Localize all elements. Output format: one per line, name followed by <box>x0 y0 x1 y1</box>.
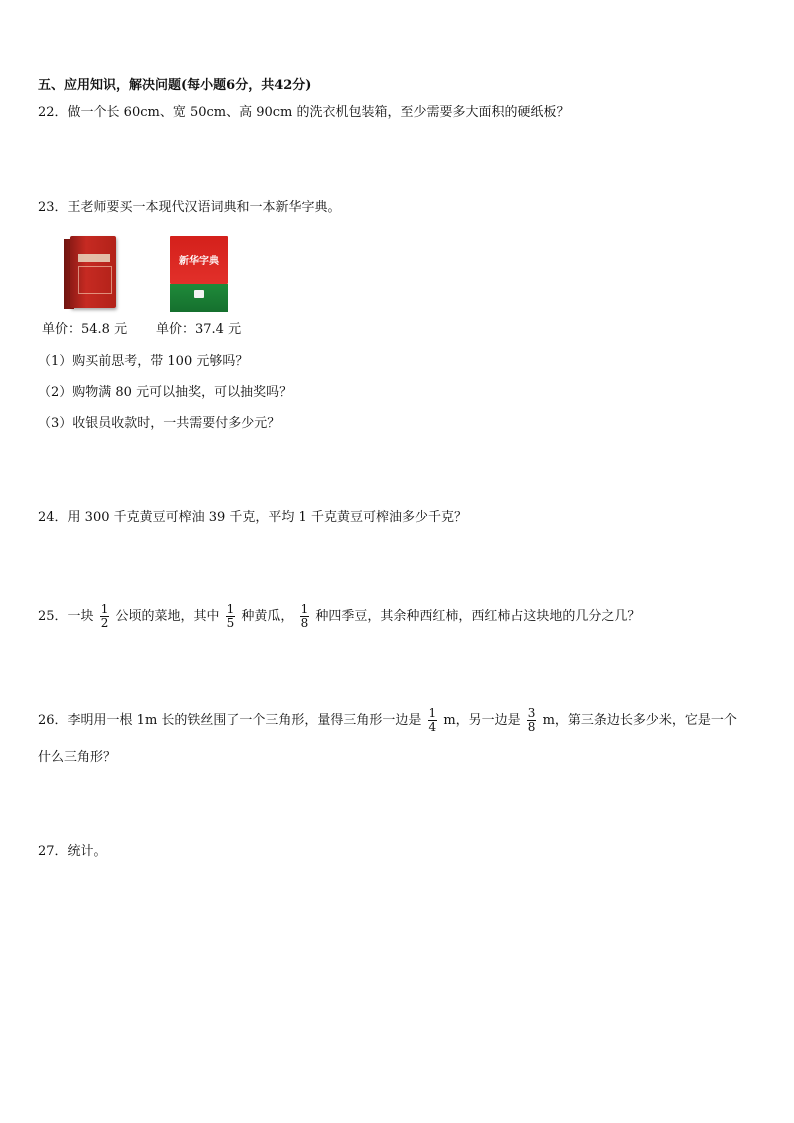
section-title: 五、应用知识，解决问题(每小题6分，共42分) <box>38 78 312 93</box>
question-23-sub-3: （3）收银员收款时，一共需要付多少元？ <box>38 416 281 431</box>
fraction-numerator: 1 <box>100 602 109 616</box>
fraction-denominator: 8 <box>527 720 536 734</box>
q26-text-3: m，第三条边长多少米，它是一个 <box>542 713 737 728</box>
fraction-numerator: 1 <box>300 602 309 616</box>
question-24: 24．用 300 千克黄豆可榨油 39 千克，平均 1 千克黄豆可榨油多少千克？ <box>38 510 467 525</box>
xinhua-dictionary-image <box>170 236 230 314</box>
fraction-one-quarter <box>428 707 438 734</box>
fraction-denominator: 2 <box>100 616 109 630</box>
fraction-one-half <box>100 603 110 630</box>
question-25 <box>38 600 640 634</box>
fraction-denominator: 4 <box>428 720 437 734</box>
question-26-line-2: 什么三角形？ <box>38 750 117 765</box>
question-27: 27．统计。 <box>38 844 107 859</box>
question-23-sub-1: （1）购买前思考，带 100 元够吗？ <box>38 354 249 369</box>
q26-text-1: 26．李明用一根 1m 长的铁丝围了一个三角形，量得三角形一边是 <box>38 713 422 728</box>
fraction-numerator: 3 <box>527 706 536 720</box>
q25-text-2: 公顷的菜地，其中 <box>115 609 220 624</box>
fraction-denominator: 5 <box>226 616 235 630</box>
q25-text-1: 25．一块 <box>38 609 94 624</box>
question-23: 23．王老师要买一本现代汉语词典和一本新华字典。 <box>38 200 341 215</box>
dictionary-image <box>64 236 122 312</box>
fraction-denominator: 8 <box>300 616 309 630</box>
question-26 <box>38 704 737 738</box>
fraction-one-fifth <box>226 603 236 630</box>
fraction-three-eighths <box>527 707 537 734</box>
fraction-numerator: 1 <box>428 706 437 720</box>
question-22: 22．做一个长 60cm、宽 50cm、高 90cm 的洗衣机包装箱，至少需要多大面积的硬纸板？ <box>38 105 570 120</box>
xinhua-cover-title: 新华字典 <box>179 256 219 267</box>
q25-text-4: 种四季豆，其余种西红柿，西红柿占这块地的几分之几？ <box>315 609 641 624</box>
q25-text-3: 种黄瓜， <box>241 609 294 624</box>
q26-text-2: m，另一边是 <box>443 713 521 728</box>
fraction-one-eighth <box>300 603 310 630</box>
fraction-numerator: 1 <box>226 602 235 616</box>
dictionary-price: 单价：54.8 元 <box>42 322 128 337</box>
xinhua-price: 单价：37.4 元 <box>156 322 242 337</box>
question-23-sub-2: （2）购物满 80 元可以抽奖，可以抽奖吗？ <box>38 385 293 400</box>
